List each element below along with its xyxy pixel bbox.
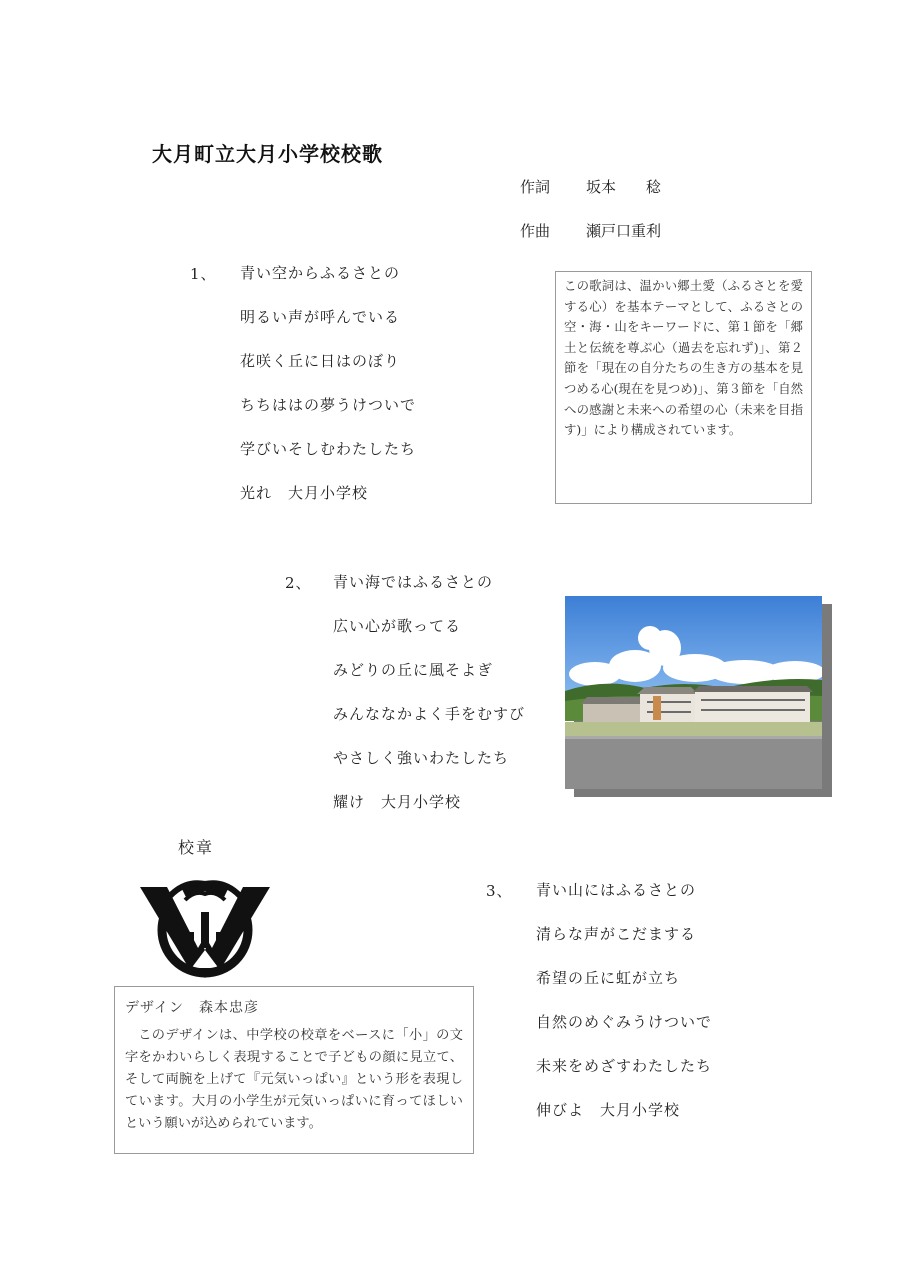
- verse-line: 青い空からふるさとの: [240, 264, 401, 282]
- verse-1: [190, 263, 417, 527]
- verse-line: 清らな声がこだまする: [536, 925, 697, 943]
- verse-line: 耀け 大月小学校: [333, 793, 462, 811]
- lyricist-role: 作詞: [520, 178, 551, 196]
- verse-line: 自然のめぐみうけついで: [536, 1013, 713, 1031]
- verse-number: 1、: [190, 265, 217, 283]
- emblem-heading: 校章: [178, 838, 215, 857]
- verse-line: ちちははの夢うけついで: [240, 396, 417, 414]
- verse-line: みんななかよく手をむすび: [333, 705, 526, 723]
- lyricist-name: 坂本 稔: [586, 178, 662, 196]
- lyrics-explanation-box: この歌詞は、温かい郷土愛（ふるさとを愛する心）を基本テーマとして、ふるさとの空・海・山をキーワードに、第１節を「郷土と伝統を尊ぶ心（過去を忘れず)」、第２節を「現在の自分たちの生き方の基本を見つめる心(現在を見つめ)」、第３節を「自然への感謝と未来への希望の心（未来を目指す)」により構成されています。: [555, 271, 812, 504]
- verse-2: [285, 572, 526, 836]
- emblem-description-box: [114, 986, 474, 1154]
- verse-line: 花咲く丘に日はのぼり: [240, 352, 401, 370]
- emblem-description: このデザインは、中学校の校章をベースに「小」の文字をかわいらしく表現することで子どもの顔に見立て、そして両腕を上げて『元気いっぱい』という形を表現しています。大月の小学生が元気いっぱいに育ってほしいという願いが込められています。: [125, 1028, 463, 1131]
- page-title: 大月町立大月小学校校歌: [152, 142, 383, 166]
- school-emblem: [115, 870, 285, 980]
- verse-line: 学びいそしむわたしたち: [240, 440, 417, 458]
- verse-3: [486, 880, 713, 1144]
- verse-number: 3、: [486, 882, 513, 900]
- verse-line: 青い海ではふるさとの: [333, 573, 494, 591]
- verse-line: 明るい声が呼んでいる: [240, 308, 401, 326]
- verse-line: やさしく強いわたしたち: [333, 749, 510, 767]
- composer-role: 作曲: [520, 222, 551, 240]
- composer-name: 瀬戸口重利: [586, 222, 662, 240]
- lyricist-credit: [520, 176, 661, 197]
- verse-line: 未来をめざすわたしたち: [536, 1057, 713, 1075]
- verse-line: 青い山にはふるさとの: [536, 881, 697, 899]
- verse-line: 希望の丘に虹が立ち: [536, 969, 681, 987]
- verse-line: みどりの丘に風そよぎ: [333, 661, 494, 679]
- verse-number: 2、: [285, 574, 312, 592]
- verse-line: 広い心が歌ってる: [333, 617, 462, 635]
- school-photo: [565, 596, 822, 789]
- composer-credit: [520, 220, 661, 241]
- verse-line: 光れ 大月小学校: [240, 484, 369, 502]
- emblem-designer: デザイン 森本忠彦: [125, 1000, 260, 1016]
- verse-line: 伸びよ 大月小学校: [536, 1101, 681, 1119]
